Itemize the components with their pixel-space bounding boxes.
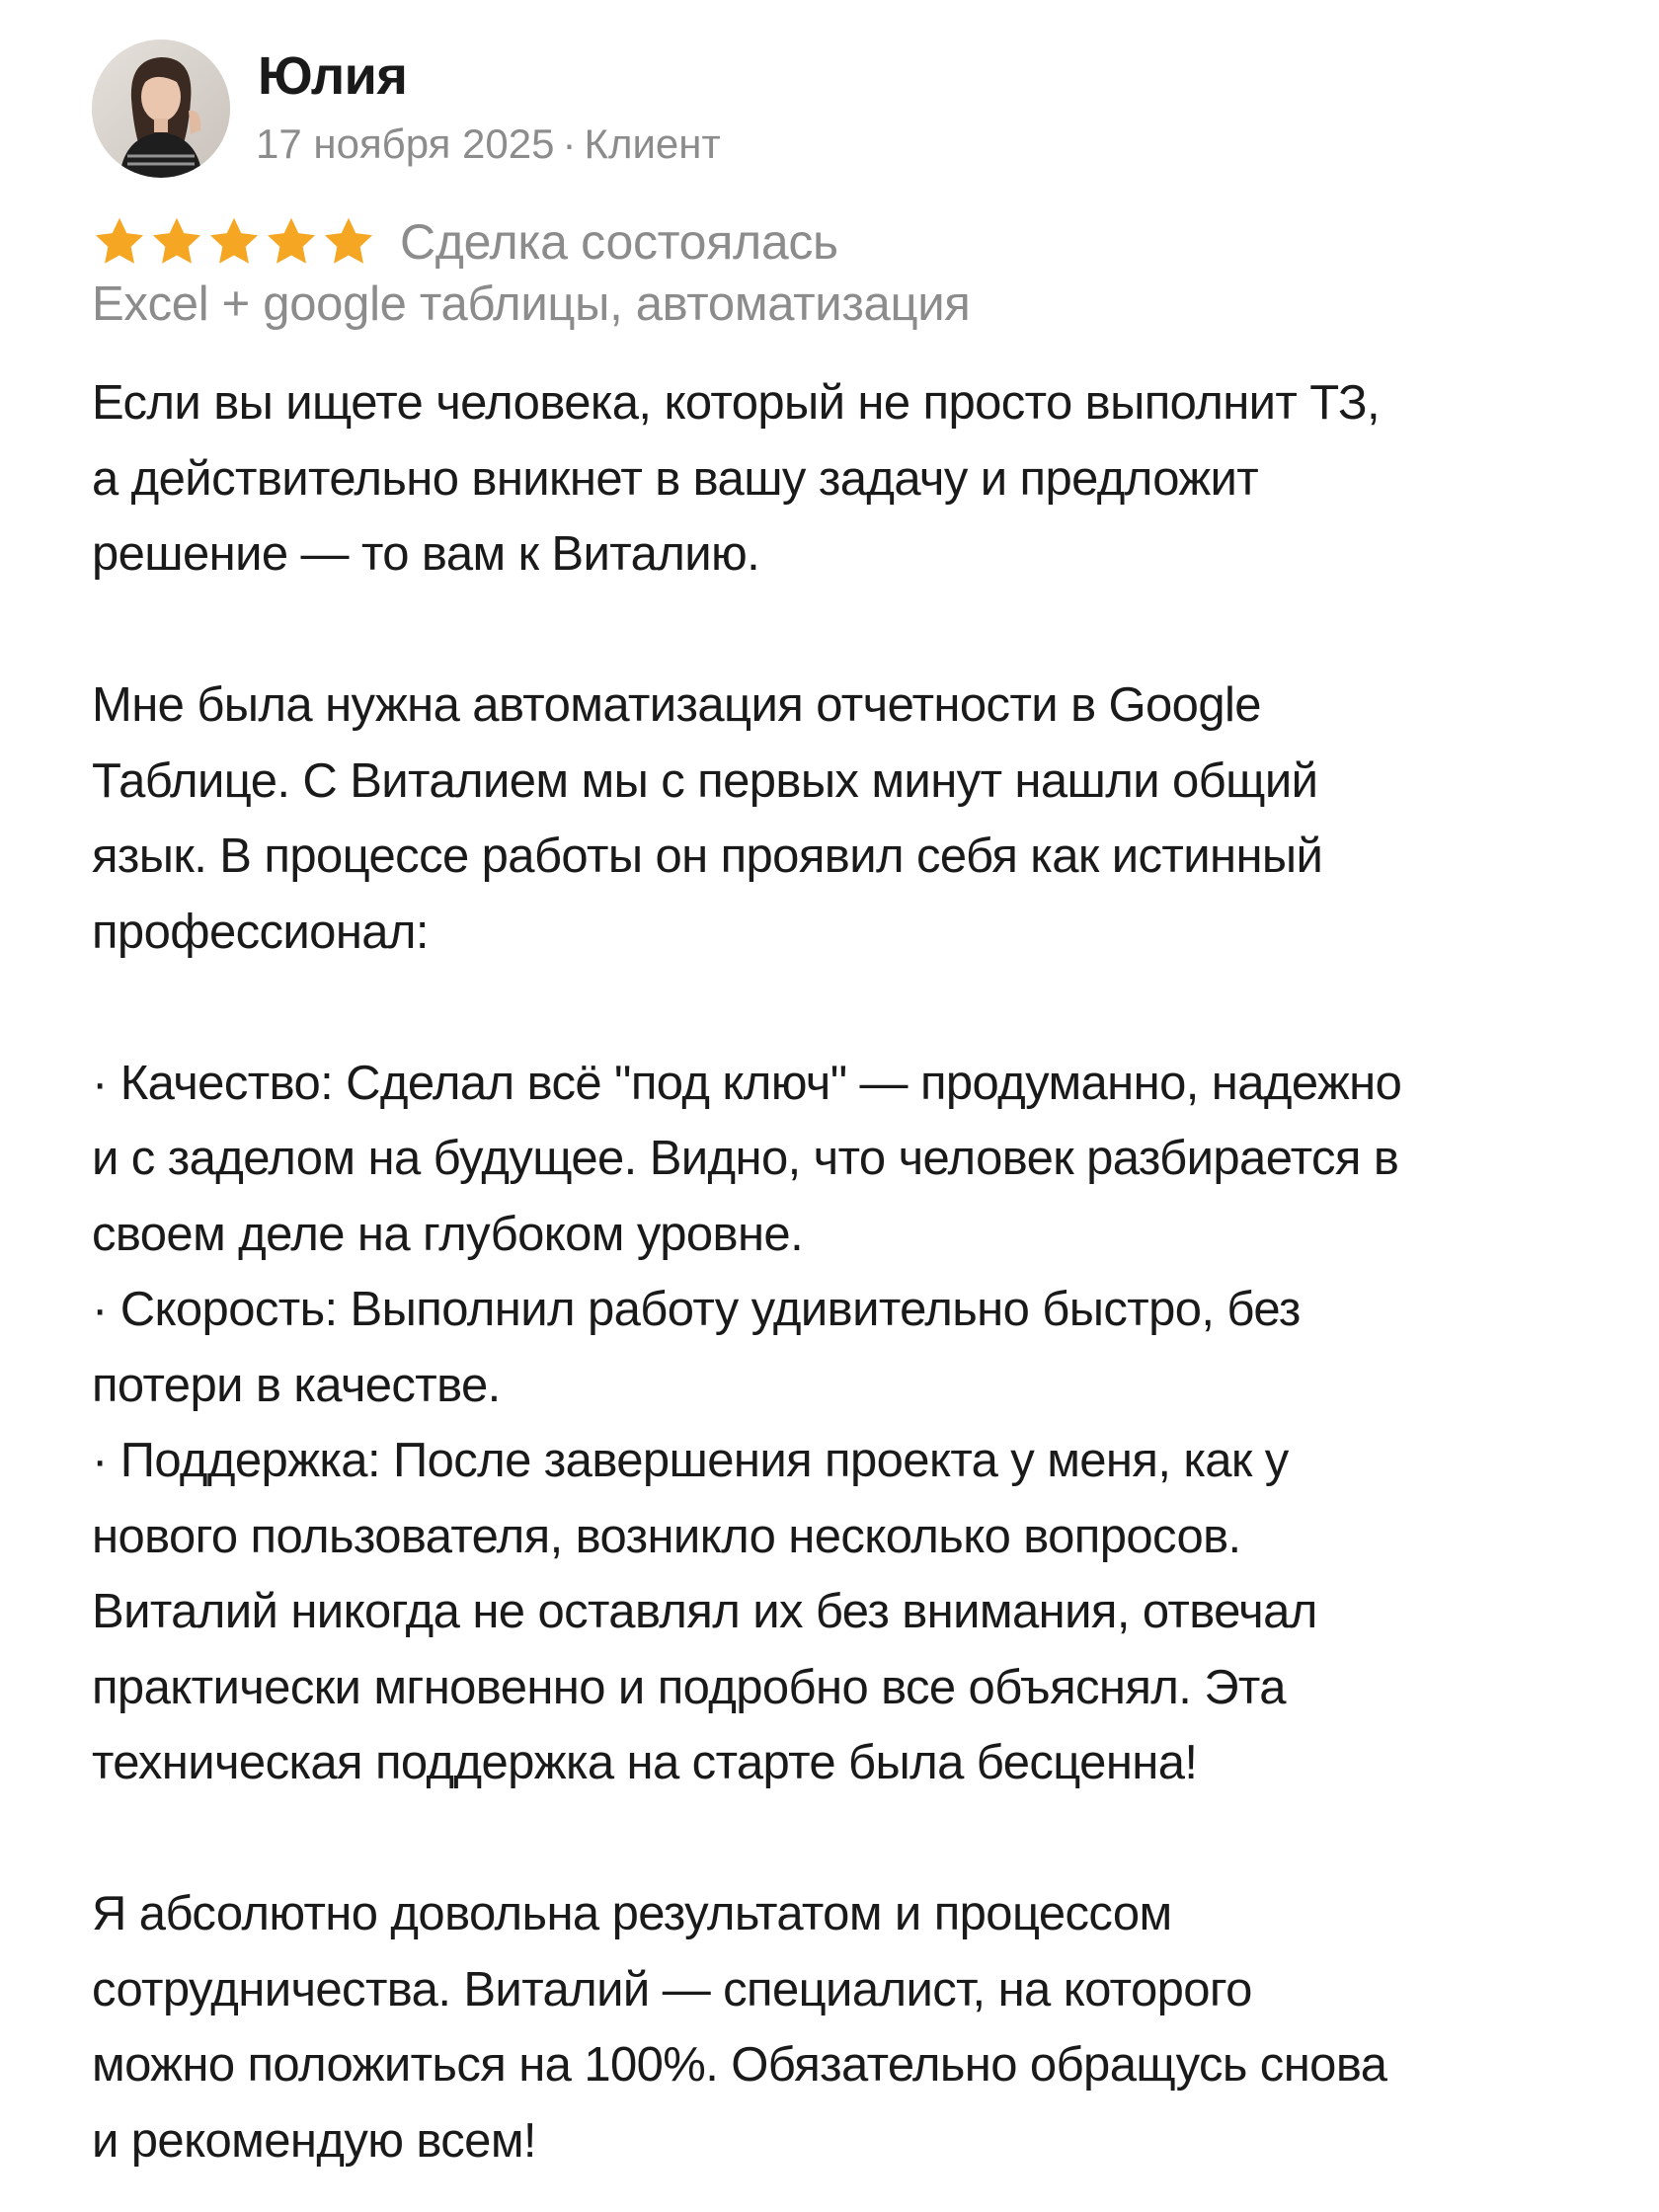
review-text-line: Виталий никогда не оставлял их без внимания, отвечал xyxy=(92,1585,1317,1638)
review-text-line: и рекомендую всем! xyxy=(92,2113,536,2168)
review-text-line: профессионал: xyxy=(92,905,429,959)
review-text xyxy=(92,365,1593,2178)
review-text-line: а действительно вникнет в вашу задачу и предложит xyxy=(92,451,1259,506)
user-avatar-icon xyxy=(92,40,230,178)
review-text-line: Я абсолютно довольна результатом и процессом xyxy=(92,1887,1172,1940)
review-text-line: и с заделом на будущее. Видно, что человек разбирается в xyxy=(92,1132,1399,1185)
paragraph-gap xyxy=(92,1801,1593,1877)
review-header xyxy=(92,40,1573,180)
review-text-line: Если вы ищете человека, который не просто выполнит ТЗ, xyxy=(92,376,1381,430)
review-text-line: нового пользователя, возникло несколько вопросов. xyxy=(92,1509,1241,1563)
review-date: 17 ноября 2025 xyxy=(256,120,555,167)
deal-status: Сделка состоялась xyxy=(400,214,838,270)
review-text-line: сотрудничества. Виталий — специалист, на которого xyxy=(92,1962,1252,2016)
review-text-line: можно положиться на 100%. Обязательно обращусь снова xyxy=(92,2038,1387,2092)
paragraph-gap xyxy=(92,592,1593,669)
review-meta xyxy=(256,120,721,168)
review-text-line: · Качество: Сделал всё "под ключ" — продуманно, надежно xyxy=(92,1056,1402,1110)
star-icon xyxy=(206,214,262,270)
review-text-line: своем деле на глубоком уровне. xyxy=(92,1207,804,1261)
review-text-line: Мне была нужна автоматизация отчетности в Google xyxy=(92,678,1261,732)
review-text-line: решение — то вам к Виталию. xyxy=(92,527,760,581)
author-name[interactable]: Юлия xyxy=(258,46,408,106)
review-text-line: · Скорость: Выполнил работу удивительно быстро, без xyxy=(92,1283,1301,1336)
star-icon xyxy=(92,214,147,270)
review-category: Excel + google таблицы, автоматизация xyxy=(92,277,971,331)
star-icon xyxy=(264,214,319,270)
avatar[interactable] xyxy=(92,40,230,178)
review-text-line: потери в качестве. xyxy=(92,1358,501,1412)
star-icon xyxy=(149,214,204,270)
rating-row xyxy=(92,207,838,276)
review-text-line: язык. В процессе работы он проявил себя как истинный xyxy=(92,830,1323,883)
paragraph-gap xyxy=(92,970,1593,1046)
star-icon xyxy=(321,214,376,270)
review-text-line: Таблице. С Виталием мы с первых минут нашли общий xyxy=(92,753,1318,808)
review-text-line: техническая поддержка на старте была бесценна! xyxy=(92,1736,1198,1789)
reviewer-role: Клиент xyxy=(584,120,721,167)
review-text-line: практически мгновенно и подробно все объяснял. Эта xyxy=(92,1660,1286,1714)
meta-separator: · xyxy=(562,120,577,167)
review-text-line: · Поддержка: После завершения проекта у меня, как у xyxy=(92,1434,1289,1487)
star-rating xyxy=(92,214,378,270)
